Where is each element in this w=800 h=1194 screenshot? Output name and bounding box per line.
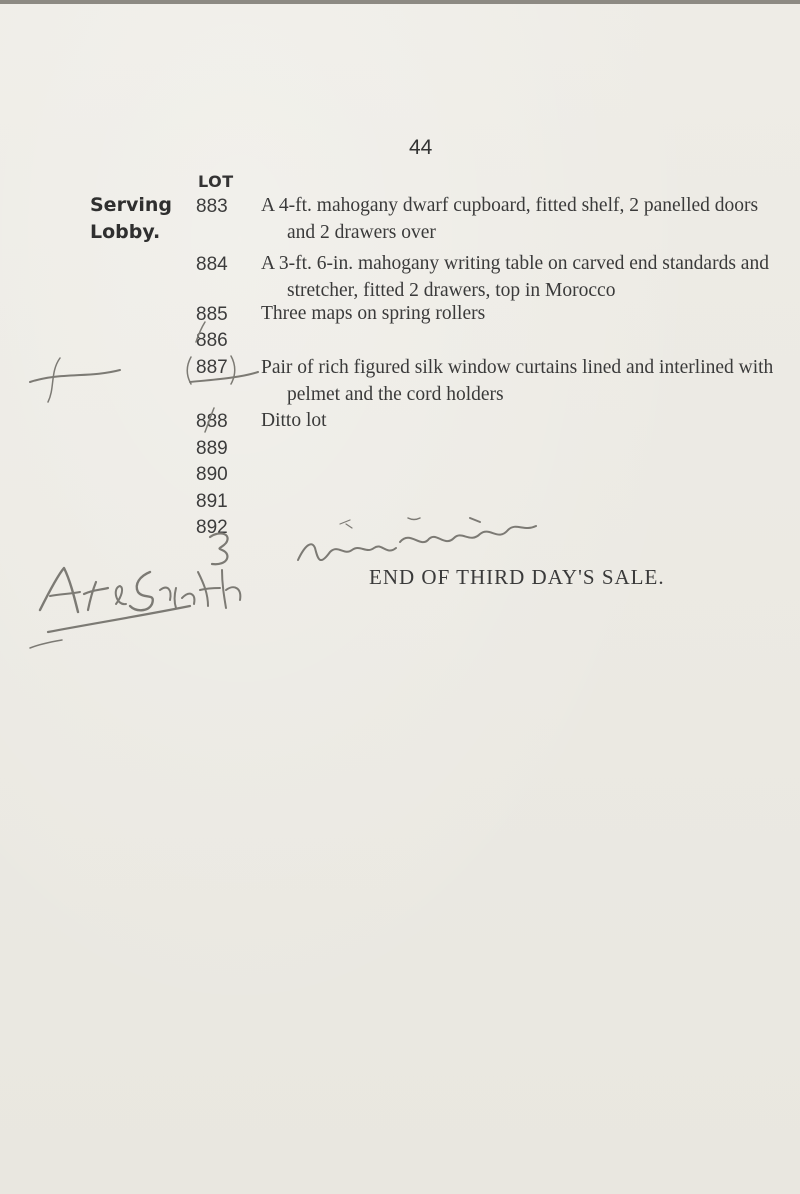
lot-number-887: 887 <box>196 357 228 378</box>
pencil-speck <box>340 520 352 528</box>
lot-885-description: Three maps on spring rollers <box>261 303 486 324</box>
lot-number-888: 888 <box>196 411 228 432</box>
lot-number-891: 891 <box>196 491 228 512</box>
signature-tail <box>30 640 62 648</box>
signature-underline <box>48 606 190 632</box>
lot-884-description-line1: A 3-ft. 6-in. mahogany writing table on carved end standards and <box>261 253 769 274</box>
pencil-tick-left <box>48 358 60 402</box>
pencil-bracket-open <box>187 357 191 384</box>
lot-number-886: 886 <box>196 330 228 351</box>
signature-stroke-8 <box>222 570 240 608</box>
page-top-edge <box>0 0 800 4</box>
signature-stroke-4 <box>116 586 126 604</box>
lot-887-description-line1: Pair of rich figured silk window curtains lined and interlined with <box>261 357 774 378</box>
lot-number-884: 884 <box>196 254 228 275</box>
lot-887-description-line2: pelmet and the cord holders <box>287 384 504 405</box>
lot-888-description: Ditto lot <box>261 410 327 431</box>
end-of-sale-text: END OF THIRD DAY'S SALE. <box>369 565 665 589</box>
pencil-bracket-close <box>231 356 235 384</box>
handwritten-word-2 <box>400 526 536 542</box>
room-location-line1: Serving <box>90 194 172 216</box>
page-number: 44 <box>409 136 433 159</box>
lot-number-890: 890 <box>196 464 228 485</box>
lot-883-description-line1: A 4-ft. mahogany dwarf cupboard, fitted shelf, 2 panelled doors <box>261 195 759 216</box>
lot-number-889: 889 <box>196 438 228 459</box>
signature-stroke-6 <box>160 588 194 608</box>
handwritten-dot <box>408 518 420 520</box>
lot-number-885: 885 <box>196 304 228 325</box>
room-location-line2: Lobby. <box>90 221 161 243</box>
handwritten-accent <box>470 518 480 522</box>
lot-883-description-line2: and 2 drawers over <box>287 222 436 243</box>
signature-stroke-3 <box>84 582 108 610</box>
signature-stroke-5 <box>130 572 153 610</box>
signature-stroke-2 <box>50 592 80 596</box>
pencil-mark-left <box>30 370 120 382</box>
lot-number-892: 892 <box>196 517 228 538</box>
lot-column-heading: LOT <box>198 172 234 191</box>
handwritten-word-1 <box>298 544 396 560</box>
lot-884-description-line2: stretcher, fitted 2 drawers, top in Morocco <box>287 280 616 301</box>
signature-stroke-7 <box>198 572 220 606</box>
signature-stroke-1 <box>40 568 78 612</box>
lot-number-883: 883 <box>196 196 228 217</box>
